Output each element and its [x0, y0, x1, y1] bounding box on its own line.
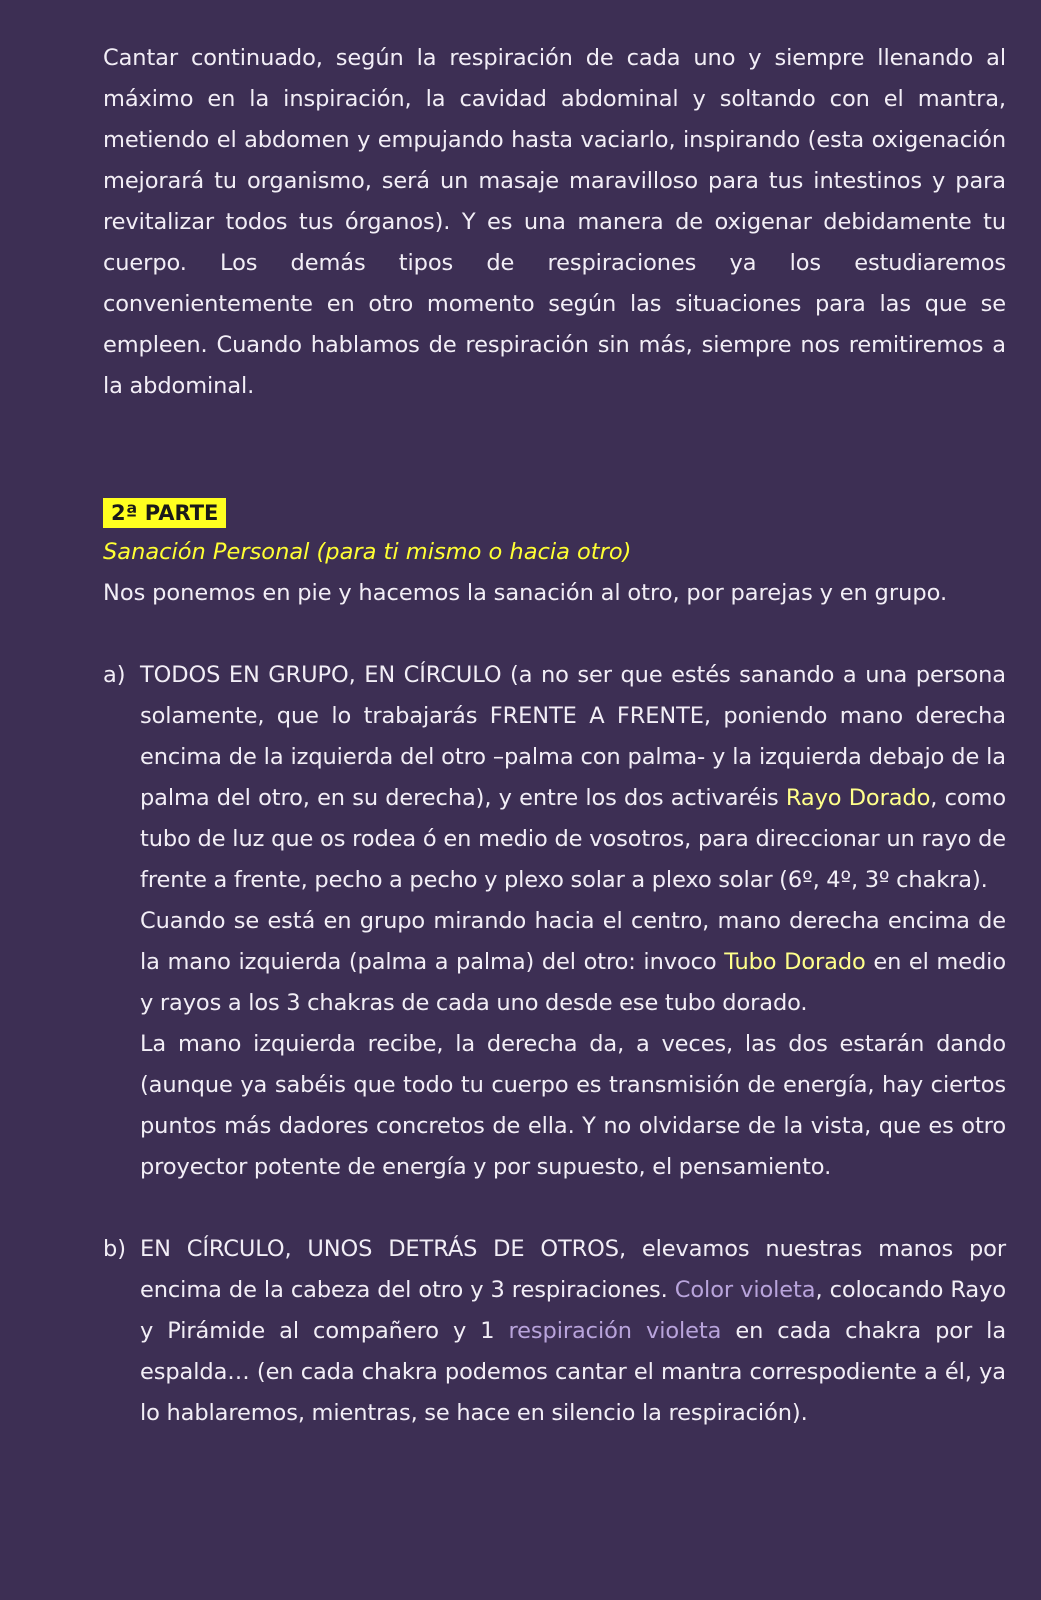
highlight-rayo-dorado: Rayo Dorado — [785, 785, 931, 811]
section-tag: 2ª PARTE — [103, 498, 226, 528]
highlight-color-violeta: Color violeta — [674, 1277, 816, 1303]
list-item-a-paragraph-1 — [140, 655, 1006, 901]
text-segment: Cuando se está en grupo mirando hacia el centro, mano derecha encima de la mano izquierda (palma a palma) del otro: invoco — [140, 908, 1006, 975]
list-marker: a) — [103, 662, 126, 688]
list-item-a-paragraph-2 — [140, 901, 1006, 1024]
highlight-respiracion-violeta: respiración violeta — [508, 1318, 722, 1344]
list-item-b-paragraph-1 — [140, 1229, 1006, 1434]
section-intro: Nos ponemos en pie y hacemos la sanación al otro, por parejas y en grupo. — [103, 580, 948, 606]
list-item-a — [103, 655, 1006, 1188]
text-segment: en cada chakra por la espalda… (en cada chakra podemos cantar el mantra correspodiente a él, ya lo hablaremos, mientras, se hace en silencio la respiración). — [140, 1318, 1007, 1426]
intro-paragraph: Cantar continuado, según la respiración de cada uno y siempre llenando al máximo en la inspiración, la cavidad abdominal y soltando con el mantra, metiendo el abdomen y empujando hasta vaciarlo, inspirando (esta oxigenación mejorará tu organismo, será un masaje maravilloso para tus intestinos y para revitalizar todos tus órganos). Y es una manera de oxigenar debidamente tu cuerpo. Los demás tipos de respiraciones ya los estudiaremos convenientemente en otro momento según las situaciones para las que se empleen. Cuando hablamos de respiración sin más, siempre nos remitiremos a la abdominal. — [103, 45, 1006, 399]
text-segment: en el medio y rayos a los 3 chakras de cada uno desde ese tubo dorado. — [140, 949, 1006, 1016]
text-segment: TODOS EN GRUPO, EN CÍRCULO (a no ser que estés sanando a una persona solamente, que lo trabajarás FRENTE A FRENTE, poniendo mano derecha encima de la izquierda del otro –palma con palma- y la izquierda debajo de la palma del otro, en su derecha), y entre los dos activaréis — [140, 662, 1006, 811]
list-item-b — [103, 1229, 1006, 1434]
instruction-list — [103, 655, 1006, 1434]
list-marker: b) — [103, 1236, 127, 1262]
section-subtitle: Sanación Personal (para ti mismo o hacia otro) — [103, 539, 632, 565]
text-segment: , como tubo de luz que os rodea ó en medio de vosotros, para direccionar un rayo de frente a frente, pecho a pecho y plexo solar a plexo solar (6º, 4º, 3º chakra). — [140, 785, 1006, 893]
highlight-tubo-dorado: Tubo Dorado — [724, 949, 866, 975]
text-segment: EN CÍRCULO, UNOS DETRÁS DE OTROS, elevamos nuestras manos por encima de la cabeza del otro y 3 respiraciones. — [140, 1236, 1006, 1303]
list-item-a-paragraph-3: La mano izquierda recibe, la derecha da, a veces, las dos estarán dando (aunque ya sabéis que todo tu cuerpo es transmisión de energía, hay ciertos puntos más dadores concretos de ella. Y no olvidarse de la vista, que es otro proyector potente de energía y por supuesto, el pensamiento. — [140, 1031, 1006, 1180]
text-segment: , colocando Rayo y Pirámide al compañero y 1 — [140, 1277, 1006, 1344]
